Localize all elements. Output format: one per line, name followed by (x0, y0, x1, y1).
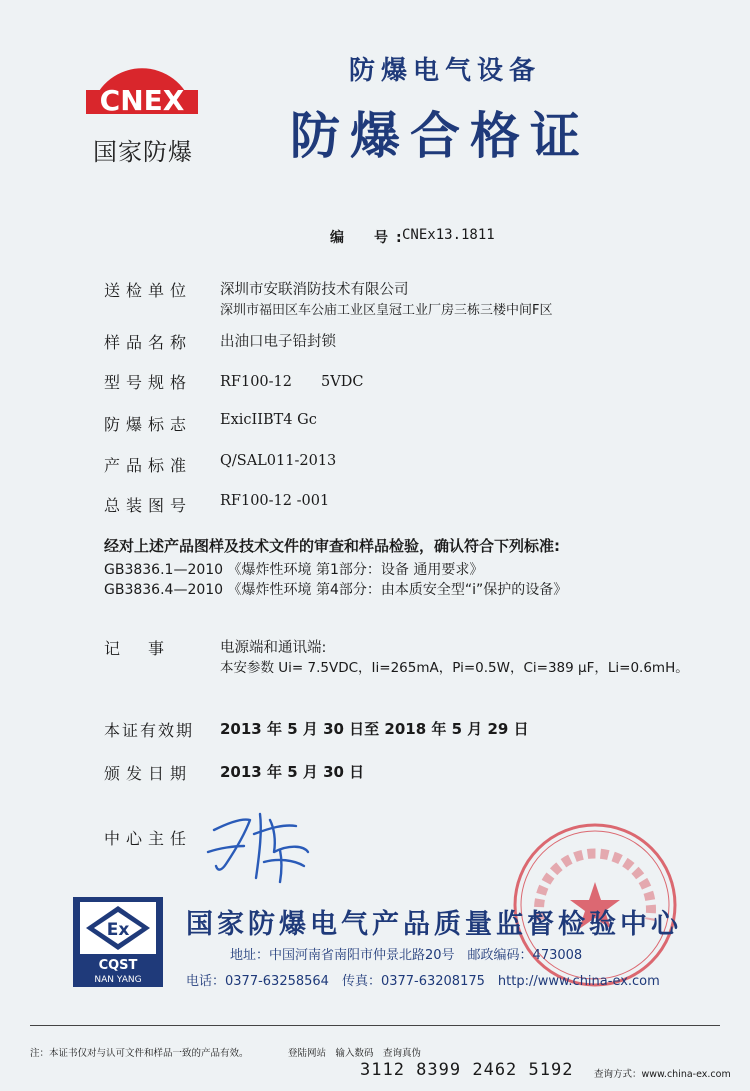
marking-value: ExicIIBT4 Gc (220, 412, 317, 428)
standard-item: GB3836.4—2010 《爆炸性环境 第4部分：由本质安全型“i”保护的设备》 (104, 582, 568, 598)
applicant-address: 深圳市福田区车公庙工业区皇冠工业厂房三栋三楼中间F区 (220, 303, 553, 318)
standard-item: GB3836.1—2010 《爆炸性环境 第1部分：设备 通用要求》 (104, 562, 484, 578)
certificate-number: CNEx13.1811 (402, 227, 495, 243)
drawing-value: RF100-12 -001 (220, 493, 330, 509)
document-title: 防爆合格证 (290, 107, 590, 165)
cqst-mark: Ex (106, 920, 130, 940)
query-method: 查询方式：www.china-ex.com (594, 1069, 731, 1080)
footer-query-instructions: 登陆网站 输入数码 查询真伪 (288, 1048, 422, 1059)
issue-date-value: 2013 年 5 月 30 日 (220, 763, 365, 781)
cqst-city: NAN YANG (94, 975, 142, 985)
standard-label: 产品标准 (104, 456, 193, 475)
notes-line: 电源端和通讯端: (220, 640, 327, 656)
notes-label: 记 事 (104, 639, 171, 658)
validity-value: 2013 年 5 月 30 日至 2018 年 5 月 29 日 (220, 720, 529, 738)
organization-address: 地址：中国河南省南阳市仲景北路20号 邮政编码：473008 (230, 948, 583, 963)
notes-line: 本安参数 Ui= 7.5VDC，Ii=265mA，Pi=0.5W，Ci=389 μF，Li=0.6mH。 (220, 660, 689, 676)
marking-label: 防爆标志 (104, 415, 193, 434)
drawing-label: 总装图号 (104, 496, 193, 515)
model-value: RF100-12 5VDC (220, 374, 364, 390)
cqst-name: CQST (98, 958, 138, 973)
product-label: 样品名称 (104, 333, 193, 352)
issue-date-label: 颁发日期 (104, 764, 193, 783)
footer-note: 注：本证书仅对与认可文件和样品一致的产品有效。 (30, 1048, 249, 1059)
organization-contact: 电话：0377-63258564 传真：0377-63208175 http://www.china-ex.com (186, 974, 660, 989)
conformity-statement: 经对上述产品图样及技术文件的审查和样品检验，确认符合下列标准: (104, 537, 561, 555)
signature-icon (200, 800, 320, 890)
footer-divider (30, 1025, 720, 1026)
applicant-label: 送检单位 (104, 281, 193, 300)
cnex-logo (78, 40, 208, 170)
logo-caption: 国家防爆 (93, 138, 193, 166)
cnex-badge-text: CNEX (99, 84, 185, 117)
cqst-logo-icon (72, 896, 164, 988)
verification-code: 3112 8399 2462 5192 (360, 1060, 574, 1080)
model-label: 型号规格 (104, 373, 193, 392)
organization-name: 国家防爆电气产品质量监督检验中心 (186, 909, 682, 940)
validity-label: 本证有效期 (104, 721, 195, 740)
document-subtitle: 防爆电气设备 (348, 56, 541, 86)
director-label: 中心主任 (104, 829, 193, 848)
cnex-badge-icon (82, 40, 202, 128)
standard-value: Q/SAL011-2013 (220, 453, 337, 469)
product-value: 出油口电子铅封锁 (220, 334, 336, 350)
applicant-name: 深圳市安联消防技术有限公司 (220, 282, 409, 298)
certificate-number-label: 编 号: (330, 230, 410, 246)
